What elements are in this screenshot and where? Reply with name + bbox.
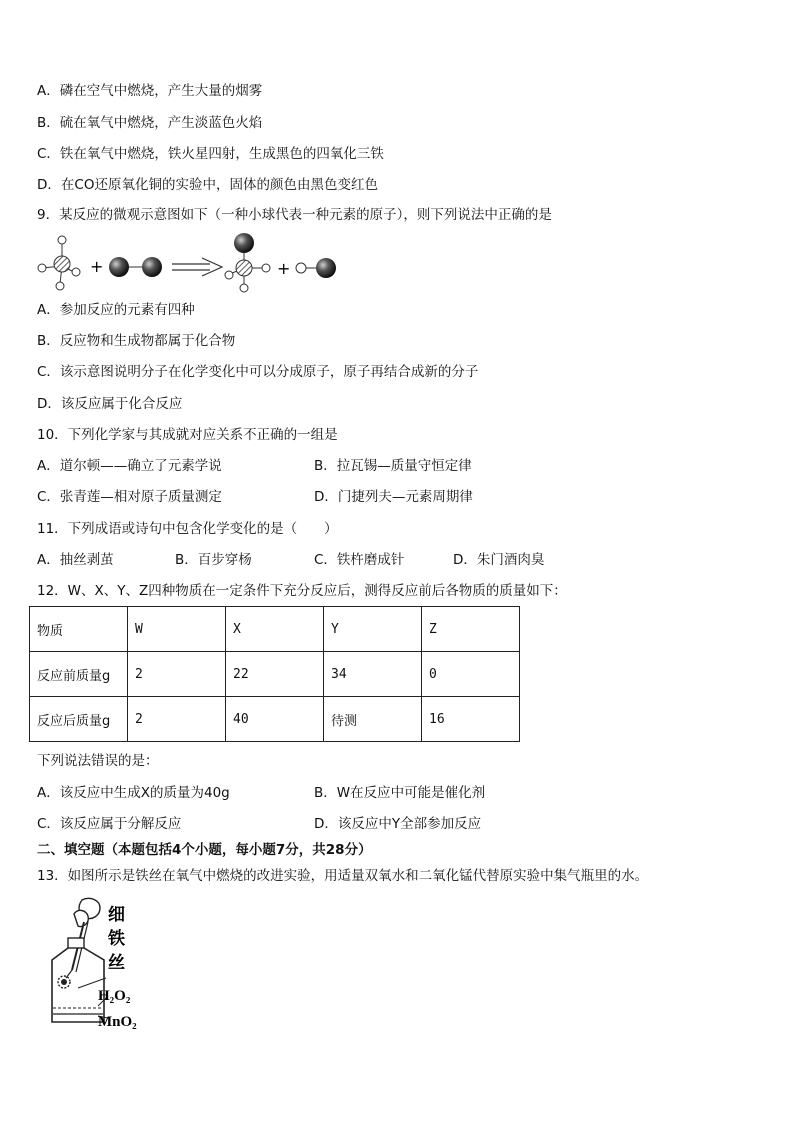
q13-stem: 13．如图所示是铁丝在氧气中燃烧的改进实验，用适量双氧水和二氧化锰代替原实验中集气瓶里的水。	[37, 868, 649, 884]
burning-wire-coil	[58, 970, 72, 988]
q9-stem: 9．某反应的微观示意图如下（一种小球代表一种元素的原子），则下列说法中正确的是	[37, 207, 552, 223]
table-header-cell: W	[128, 607, 226, 652]
reactant-molecule-1	[38, 236, 80, 290]
table-cell: 2	[128, 652, 226, 697]
q8-option-c: C．铁在氧气中燃烧，铁火星四射，生成黑色的四氧化三铁	[37, 146, 384, 162]
tongs-icon	[72, 898, 100, 972]
table-header-cell: Z	[422, 607, 520, 652]
q9-option-d: D．该反应属于化合反应	[37, 396, 183, 412]
mass-table	[29, 606, 520, 742]
q8-option-a: A．磷在空气中燃烧，产生大量的烟雾	[37, 83, 263, 99]
q12-option-b: B．W在反应中可能是催化剂	[314, 785, 486, 801]
q9-option-b: B．反应物和生成物都属于化合物	[37, 333, 236, 349]
table-header-row	[30, 607, 520, 652]
reactant-molecule-2	[109, 257, 162, 277]
section-heading: 二、填空题（本题包括4个小题，每小题7分，共28分）	[37, 842, 372, 858]
label-fine-wire-1: 细	[108, 905, 125, 925]
table-cell: 反应前质量g	[30, 652, 128, 697]
q10-option-b: B．拉瓦锡—质量守恒定律	[314, 458, 472, 474]
table-cell: 16	[422, 697, 520, 742]
q12-option-d: D．该反应中Y全部参加反应	[314, 816, 482, 832]
label-h2o2: H₂O₂	[98, 988, 131, 1004]
product-molecule-1	[225, 233, 270, 292]
q8-option-b: B．硫在氧气中燃烧，产生淡蓝色火焰	[37, 115, 263, 131]
table-row	[30, 697, 520, 742]
table-header-cell: Y	[324, 607, 422, 652]
gas-bottle	[52, 938, 104, 1022]
q10-option-d: D．门捷列夫—元素周期律	[314, 489, 473, 505]
plus-sign-1: +	[90, 257, 104, 276]
q12-prompt: 下列说法错误的是：	[37, 753, 159, 769]
table-header-cell: X	[226, 607, 324, 652]
q11-option-c: C．铁杵磨成针	[314, 552, 405, 568]
q12-option-c: C．该反应属于分解反应	[37, 816, 182, 832]
q10-stem: 10．下列化学家与其成就对应关系不正确的一组是	[37, 427, 338, 443]
plus-sign-2: +	[277, 259, 291, 278]
q12-stem: 12．W、X、Y、Z四种物质在一定条件下充分反应后，测得反应前后各物质的质量如下：	[37, 583, 567, 599]
iron-wire-apparatus-figure	[38, 894, 168, 1034]
label-fine-wire-2: 铁	[108, 929, 125, 949]
q11-stem: 11．下列成语或诗句中包含化学变化的是（ ）	[37, 521, 338, 537]
q11-option-d: D．朱门酒肉臭	[453, 552, 545, 568]
table-row	[30, 652, 520, 697]
q9-reaction-diagram	[30, 232, 360, 294]
table-cell: 2	[128, 697, 226, 742]
label-mno2: MnO₂	[98, 1014, 137, 1030]
q9-option-a: A．参加反应的元素有四种	[37, 302, 195, 318]
table-cell: 待测	[324, 697, 422, 742]
q11-option-b: B．百步穿杨	[175, 552, 252, 568]
table-cell: 22	[226, 652, 324, 697]
label-fine-wire-3: 丝	[108, 953, 125, 973]
table-cell: 40	[226, 697, 324, 742]
table-cell: 反应后质量g	[30, 697, 128, 742]
q10-option-c: C．张青莲—相对原子质量测定	[37, 489, 222, 505]
q11-option-a: A．抽丝剥茧	[37, 552, 114, 568]
table-header-cell: 物质	[30, 607, 128, 652]
product-molecule-2	[296, 258, 336, 278]
q10-option-a: A．道尔顿——确立了元素学说	[37, 458, 222, 474]
table-cell: 34	[324, 652, 422, 697]
table-cell: 0	[422, 652, 520, 697]
q9-option-c: C．该示意图说明分子在化学变化中可以分成原子，原子再结合成新的分子	[37, 364, 479, 380]
reaction-arrow	[172, 258, 222, 276]
q8-option-d: D．在CO还原氧化铜的实验中，固体的颜色由黑色变红色	[37, 177, 378, 193]
q12-option-a: A．该反应中生成X的质量为40g	[37, 785, 230, 801]
